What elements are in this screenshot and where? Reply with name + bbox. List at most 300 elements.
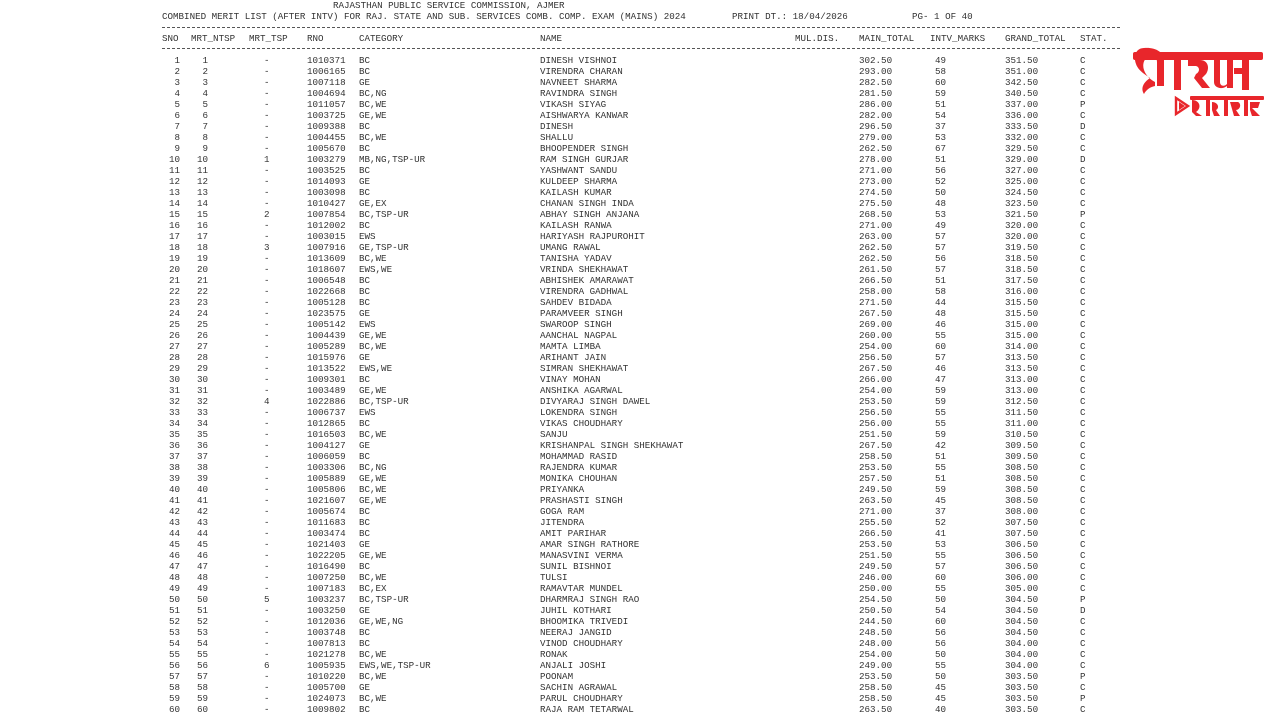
table-row [0, 473, 1280, 484]
table-row [0, 484, 1280, 495]
table-row [0, 583, 1280, 594]
cell-status: C [1080, 484, 1086, 495]
cell-status: C [1080, 517, 1086, 528]
cell-rno: 1015976 [307, 352, 346, 363]
cell-category: GE,WE [359, 550, 387, 561]
cell-name: MONIKA CHOUHAN [540, 473, 618, 484]
cell-name: TANISHA YADAV [540, 253, 612, 264]
cell-category: GE [359, 77, 371, 88]
cell-grand-total: 306.50 [1005, 539, 1039, 550]
cell-category: BC [359, 275, 371, 286]
cell-sno: 19 [168, 253, 180, 264]
cell-grand-total: 324.50 [1005, 187, 1039, 198]
cell-category: BC [359, 704, 371, 715]
cell-intv-marks: 41 [935, 528, 947, 539]
cell-main-total: 255.50 [859, 517, 893, 528]
cell-grand-total: 325.00 [1005, 176, 1039, 187]
cell-mrt-tsp: - [264, 132, 270, 143]
col-mrt-tsp: MRT_TSP [249, 33, 288, 44]
cell-name: RAJA RAM TETARWAL [540, 704, 634, 715]
cell-name: PRIYANKA [540, 484, 585, 495]
table-row [0, 693, 1280, 704]
table-row [0, 550, 1280, 561]
cell-grand-total: 304.50 [1005, 616, 1039, 627]
cell-name: KAILASH KUMAR [540, 187, 612, 198]
cell-name: AMAR SINGH RATHORE [540, 539, 640, 550]
cell-intv-marks: 57 [935, 242, 947, 253]
print-date: PRINT DT.: 18/04/2026 [732, 11, 848, 22]
cell-mrt-ntsp: 3 [202, 77, 208, 88]
table-row [0, 253, 1280, 264]
cell-status: C [1080, 495, 1086, 506]
cell-intv-marks: 67 [935, 143, 947, 154]
cell-intv-marks: 45 [935, 495, 947, 506]
cell-mrt-ntsp: 56 [196, 660, 208, 671]
cell-name: LOKENDRA SINGH [540, 407, 618, 418]
cell-mrt-ntsp: 24 [196, 308, 208, 319]
cell-category: GE,WE [359, 473, 387, 484]
cell-intv-marks: 50 [935, 671, 947, 682]
cell-mrt-tsp: - [264, 341, 270, 352]
cell-intv-marks: 45 [935, 682, 947, 693]
cell-name: DINESH [540, 121, 574, 132]
cell-sno: 25 [168, 319, 180, 330]
cell-grand-total: 329.50 [1005, 143, 1039, 154]
cell-mrt-ntsp: 53 [196, 627, 208, 638]
cell-status: C [1080, 319, 1086, 330]
cell-rno: 1013522 [307, 363, 346, 374]
cell-status: C [1080, 429, 1086, 440]
cell-mrt-tsp: - [264, 704, 270, 715]
cell-mrt-tsp: - [264, 561, 270, 572]
cell-main-total: 274.50 [859, 187, 893, 198]
cell-grand-total: 311.50 [1005, 407, 1039, 418]
cell-mrt-ntsp: 29 [196, 363, 208, 374]
cell-name: TULSI [540, 572, 568, 583]
cell-main-total: 267.50 [859, 308, 893, 319]
cell-intv-marks: 50 [935, 649, 947, 660]
cell-mrt-ntsp: 34 [196, 418, 208, 429]
table-row [0, 506, 1280, 517]
cell-category: BC [359, 121, 371, 132]
cell-main-total: 246.00 [859, 572, 893, 583]
cell-rno: 1003250 [307, 605, 346, 616]
cell-main-total: 271.00 [859, 220, 893, 231]
cell-grand-total: 304.00 [1005, 649, 1039, 660]
table-row [0, 341, 1280, 352]
cell-grand-total: 321.50 [1005, 209, 1039, 220]
cell-rno: 1007118 [307, 77, 346, 88]
cell-status: C [1080, 110, 1086, 121]
cell-category: BC [359, 143, 371, 154]
cell-mrt-ntsp: 30 [196, 374, 208, 385]
table-row [0, 264, 1280, 275]
cell-name: RAVINDRA SINGH [540, 88, 618, 99]
cell-mrt-tsp: - [264, 440, 270, 451]
cell-status: C [1080, 583, 1086, 594]
cell-intv-marks: 49 [935, 220, 947, 231]
cell-mrt-ntsp: 55 [196, 649, 208, 660]
cell-name: VIKAS CHOUDHARY [540, 418, 623, 429]
cell-main-total: 286.00 [859, 99, 893, 110]
cell-name: PRASHASTI SINGH [540, 495, 623, 506]
cell-intv-marks: 50 [935, 594, 947, 605]
cell-status: C [1080, 616, 1086, 627]
cell-main-total: 254.50 [859, 594, 893, 605]
cell-mrt-tsp: - [264, 165, 270, 176]
cell-mrt-ntsp: 19 [196, 253, 208, 264]
cell-rno: 1009802 [307, 704, 346, 715]
cell-name: NEERAJ JANGID [540, 627, 612, 638]
cell-mrt-tsp: - [264, 187, 270, 198]
cell-category: GE,WE [359, 110, 387, 121]
cell-main-total: 249.50 [859, 484, 893, 495]
cell-intv-marks: 58 [935, 66, 947, 77]
cell-name: ARIHANT JAIN [540, 352, 607, 363]
cell-category: GE [359, 352, 371, 363]
cell-rno: 1007813 [307, 638, 346, 649]
cell-mrt-ntsp: 31 [196, 385, 208, 396]
table-row [0, 330, 1280, 341]
cell-status: C [1080, 341, 1086, 352]
cell-rno: 1021607 [307, 495, 346, 506]
cell-status: C [1080, 418, 1086, 429]
cell-main-total: 244.50 [859, 616, 893, 627]
cell-intv-marks: 37 [935, 121, 947, 132]
cell-category: BC [359, 165, 371, 176]
cell-status: C [1080, 220, 1086, 231]
cell-sno: 35 [168, 429, 180, 440]
cell-grand-total: 306.50 [1005, 561, 1039, 572]
cell-mrt-tsp: - [264, 319, 270, 330]
cell-intv-marks: 53 [935, 132, 947, 143]
table-row [0, 616, 1280, 627]
cell-intv-marks: 51 [935, 451, 947, 462]
cell-status: C [1080, 143, 1086, 154]
cell-mrt-tsp: - [264, 88, 270, 99]
cell-main-total: 254.00 [859, 385, 893, 396]
cell-grand-total: 307.50 [1005, 528, 1039, 539]
cell-grand-total: 313.50 [1005, 352, 1039, 363]
cell-rno: 1016490 [307, 561, 346, 572]
cell-sno: 28 [168, 352, 180, 363]
cell-main-total: 256.50 [859, 407, 893, 418]
cell-rno: 1004439 [307, 330, 346, 341]
cell-intv-marks: 59 [935, 484, 947, 495]
cell-main-total: 279.00 [859, 132, 893, 143]
cell-category: BC,WE [359, 132, 387, 143]
cell-status: C [1080, 451, 1086, 462]
cell-category: GE,TSP-UR [359, 242, 409, 253]
cell-status: C [1080, 660, 1086, 671]
cell-mrt-tsp: - [264, 198, 270, 209]
cell-mrt-ntsp: 12 [196, 176, 208, 187]
cell-status: C [1080, 242, 1086, 253]
cell-status: D [1080, 121, 1086, 132]
cell-status: C [1080, 550, 1086, 561]
cell-sno: 55 [168, 649, 180, 660]
cell-grand-total: 313.50 [1005, 363, 1039, 374]
cell-sno: 17 [168, 231, 180, 242]
cell-category: BC,WE [359, 341, 387, 352]
cell-sno: 23 [168, 297, 180, 308]
cell-mrt-tsp: - [264, 550, 270, 561]
cell-intv-marks: 60 [935, 572, 947, 583]
cell-main-total: 296.50 [859, 121, 893, 132]
cell-mrt-tsp: - [264, 682, 270, 693]
cell-intv-marks: 45 [935, 693, 947, 704]
cell-category: BC [359, 66, 371, 77]
cell-intv-marks: 54 [935, 605, 947, 616]
table-row [0, 440, 1280, 451]
cell-mrt-tsp: - [264, 671, 270, 682]
cell-sno: 2 [174, 66, 180, 77]
cell-main-total: 271.00 [859, 165, 893, 176]
table-row [0, 660, 1280, 671]
cell-intv-marks: 58 [935, 286, 947, 297]
cell-category: BC [359, 418, 371, 429]
cell-mrt-ntsp: 23 [196, 297, 208, 308]
table-row [0, 385, 1280, 396]
cell-main-total: 256.50 [859, 352, 893, 363]
cell-category: BC [359, 374, 371, 385]
cell-name: VIKASH SIYAG [540, 99, 607, 110]
cell-sno: 26 [168, 330, 180, 341]
table-row [0, 627, 1280, 638]
cell-grand-total: 315.50 [1005, 297, 1039, 308]
cell-mrt-ntsp: 9 [202, 143, 208, 154]
cell-grand-total: 308.00 [1005, 506, 1039, 517]
cell-category: GE,WE [359, 495, 387, 506]
cell-intv-marks: 42 [935, 440, 947, 451]
cell-status: D [1080, 154, 1086, 165]
cell-sno: 52 [168, 616, 180, 627]
cell-sno: 32 [168, 396, 180, 407]
cell-main-total: 267.50 [859, 363, 893, 374]
cell-main-total: 275.50 [859, 198, 893, 209]
cell-mrt-ntsp: 51 [196, 605, 208, 616]
cell-mrt-tsp: - [264, 605, 270, 616]
cell-status: P [1080, 209, 1086, 220]
cell-rno: 1022668 [307, 286, 346, 297]
cell-rno: 1005128 [307, 297, 346, 308]
cell-mrt-tsp: - [264, 616, 270, 627]
cell-main-total: 266.50 [859, 275, 893, 286]
cell-mrt-ntsp: 13 [196, 187, 208, 198]
cell-rno: 1007854 [307, 209, 346, 220]
table-row [0, 539, 1280, 550]
cell-sno: 44 [168, 528, 180, 539]
cell-mrt-tsp: 3 [264, 242, 270, 253]
cell-name: SHALLU [540, 132, 574, 143]
cell-grand-total: 319.50 [1005, 242, 1039, 253]
cell-sno: 13 [168, 187, 180, 198]
cell-sno: 36 [168, 440, 180, 451]
cell-name: RAMAVTAR MUNDEL [540, 583, 623, 594]
cell-intv-marks: 52 [935, 176, 947, 187]
cell-mrt-ntsp: 39 [196, 473, 208, 484]
cell-mrt-ntsp: 48 [196, 572, 208, 583]
cell-name: CHANAN SINGH INDA [540, 198, 634, 209]
cell-category: GE [359, 440, 371, 451]
cell-rno: 1005935 [307, 660, 346, 671]
cell-name: PARUL CHOUDHARY [540, 693, 623, 704]
cell-intv-marks: 53 [935, 539, 947, 550]
cell-main-total: 278.00 [859, 154, 893, 165]
table-row [0, 165, 1280, 176]
table-row [0, 66, 1280, 77]
col-status: STAT. [1080, 33, 1108, 44]
cell-category: BC,NG [359, 462, 387, 473]
cell-name: BHOOPENDER SINGH [540, 143, 629, 154]
header-rule [162, 48, 1120, 49]
cell-name: RAJENDRA KUMAR [540, 462, 618, 473]
cell-name: KRISHANPAL SINGH SHEKHAWAT [540, 440, 684, 451]
cell-mrt-tsp: - [264, 528, 270, 539]
cell-main-total: 258.50 [859, 693, 893, 704]
col-rno: RNO [307, 33, 324, 44]
cell-main-total: 262.50 [859, 242, 893, 253]
cell-mrt-ntsp: 49 [196, 583, 208, 594]
cell-mrt-ntsp: 60 [196, 704, 208, 715]
cell-rno: 1009388 [307, 121, 346, 132]
cell-grand-total: 342.50 [1005, 77, 1039, 88]
cell-mrt-ntsp: 43 [196, 517, 208, 528]
cell-grand-total: 316.00 [1005, 286, 1039, 297]
cell-rno: 1006059 [307, 451, 346, 462]
cell-status: C [1080, 682, 1086, 693]
cell-sno: 45 [168, 539, 180, 550]
cell-mrt-ntsp: 27 [196, 341, 208, 352]
cell-sno: 4 [174, 88, 180, 99]
cell-category: BC,WE [359, 572, 387, 583]
cell-status: C [1080, 132, 1086, 143]
cell-name: MOHAMMAD RASID [540, 451, 618, 462]
cell-mrt-ntsp: 8 [202, 132, 208, 143]
cell-sno: 20 [168, 264, 180, 275]
cell-mrt-tsp: 2 [264, 209, 270, 220]
cell-mrt-tsp: - [264, 231, 270, 242]
cell-grand-total: 320.00 [1005, 220, 1039, 231]
cell-sno: 49 [168, 583, 180, 594]
cell-name: JUHIL KOTHARI [540, 605, 612, 616]
cell-status: C [1080, 704, 1086, 715]
cell-grand-total: 308.50 [1005, 462, 1039, 473]
cell-name: SAHDEV BIDADA [540, 297, 612, 308]
cell-main-total: 281.50 [859, 88, 893, 99]
col-name: NAME [540, 33, 563, 44]
cell-status: C [1080, 627, 1086, 638]
cell-status: C [1080, 396, 1086, 407]
cell-intv-marks: 55 [935, 418, 947, 429]
cell-name: SANJU [540, 429, 568, 440]
cell-grand-total: 336.00 [1005, 110, 1039, 121]
cell-rno: 1021278 [307, 649, 346, 660]
cell-rno: 1021403 [307, 539, 346, 550]
bharat-raftaar-logo [1130, 42, 1265, 122]
table-row [0, 352, 1280, 363]
cell-status: C [1080, 638, 1086, 649]
cell-status: P [1080, 693, 1086, 704]
cell-sno: 15 [168, 209, 180, 220]
cell-grand-total: 315.00 [1005, 319, 1039, 330]
cell-mrt-tsp: - [264, 517, 270, 528]
cell-mrt-tsp: 4 [264, 396, 270, 407]
cell-mrt-tsp: - [264, 297, 270, 308]
table-row [0, 231, 1280, 242]
cell-rno: 1006548 [307, 275, 346, 286]
cell-main-total: 267.50 [859, 440, 893, 451]
cell-category: BC [359, 55, 371, 66]
cell-main-total: 248.00 [859, 638, 893, 649]
cell-grand-total: 314.00 [1005, 341, 1039, 352]
col-mul-dis: MUL.DIS. [795, 33, 840, 44]
cell-sno: 48 [168, 572, 180, 583]
cell-mrt-tsp: - [264, 77, 270, 88]
cell-intv-marks: 59 [935, 396, 947, 407]
cell-main-total: 254.00 [859, 649, 893, 660]
cell-sno: 24 [168, 308, 180, 319]
cell-mrt-ntsp: 22 [196, 286, 208, 297]
cell-rno: 1003306 [307, 462, 346, 473]
cell-rno: 1016503 [307, 429, 346, 440]
cell-mrt-ntsp: 14 [196, 198, 208, 209]
cell-mrt-ntsp: 47 [196, 561, 208, 572]
cell-name: RAM SINGH GURJAR [540, 154, 629, 165]
cell-intv-marks: 48 [935, 308, 947, 319]
cell-sno: 57 [168, 671, 180, 682]
cell-intv-marks: 59 [935, 88, 947, 99]
cell-category: EWS,WE,TSP-UR [359, 660, 431, 671]
cell-rno: 1003015 [307, 231, 346, 242]
cell-name: KAILASH RANWA [540, 220, 612, 231]
cell-intv-marks: 57 [935, 352, 947, 363]
cell-rno: 1004455 [307, 132, 346, 143]
cell-status: C [1080, 264, 1086, 275]
cell-main-total: 268.50 [859, 209, 893, 220]
cell-sno: 33 [168, 407, 180, 418]
cell-sno: 59 [168, 693, 180, 704]
cell-grand-total: 317.50 [1005, 275, 1039, 286]
cell-name: POONAM [540, 671, 574, 682]
cell-main-total: 256.00 [859, 418, 893, 429]
cell-rno: 1011057 [307, 99, 346, 110]
cell-grand-total: 313.00 [1005, 385, 1039, 396]
cell-status: C [1080, 297, 1086, 308]
cell-category: BC,EX [359, 583, 387, 594]
cell-main-total: 249.00 [859, 660, 893, 671]
cell-mrt-tsp: - [264, 176, 270, 187]
cell-intv-marks: 37 [935, 506, 947, 517]
cell-mrt-ntsp: 45 [196, 539, 208, 550]
cell-category: EWS,WE [359, 363, 393, 374]
cell-category: BC [359, 627, 371, 638]
cell-mrt-tsp: - [264, 484, 270, 495]
cell-intv-marks: 51 [935, 275, 947, 286]
cell-category: GE [359, 176, 371, 187]
cell-mrt-ntsp: 33 [196, 407, 208, 418]
cell-rno: 1011683 [307, 517, 346, 528]
cell-grand-total: 315.50 [1005, 308, 1039, 319]
cell-grand-total: 305.00 [1005, 583, 1039, 594]
cell-mrt-ntsp: 5 [202, 99, 208, 110]
cell-mrt-ntsp: 59 [196, 693, 208, 704]
cell-intv-marks: 50 [935, 187, 947, 198]
cell-mrt-tsp: - [264, 143, 270, 154]
cell-status: C [1080, 187, 1086, 198]
cell-intv-marks: 51 [935, 99, 947, 110]
cell-mrt-ntsp: 50 [196, 594, 208, 605]
